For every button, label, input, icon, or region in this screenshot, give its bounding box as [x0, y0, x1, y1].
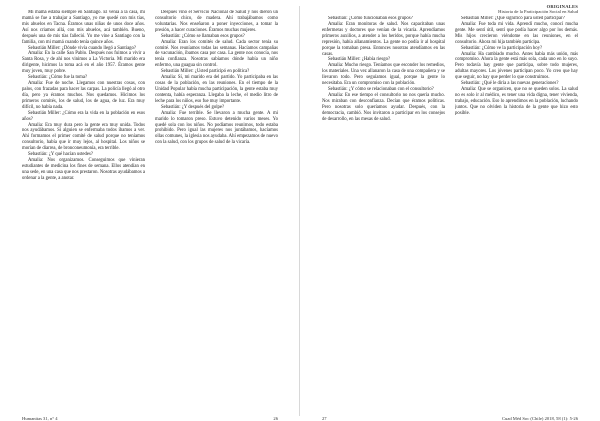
body-paragraph: Sebastián: ¿Y cómo se relacionaban con el consultorio? [328, 87, 434, 93]
body-paragraph: Sebastián: ¿Y qué hacían ustedes? [28, 152, 93, 158]
page-number-left: 26 [273, 416, 278, 421]
section-label: ORIGINALES [546, 4, 578, 9]
body-paragraph: Sebastián: ¿Qué le diría a las nuevas generaciones? [461, 81, 559, 87]
right-column-1 [322, 16, 445, 399]
body-paragraph: Amalia: Nos organizamos. Conseguimos que vinieran estudiantes de medicina los fines de semana. Ellos atendían en una sede, en una casa que nos prestaron. Nosotras ayudábamos a ordenar a la gente, a anotar. [22, 158, 145, 181]
body-paragraph: Mi mamá estaba siempre en Santiago. Él venía a la casa, mi mamá se fue a trabajar a Santiago, yo me quedé con mis tías, mis abuelos en Tacna. Éramos unas niñas de unos doce años. Así nos criamos allá, con mis abuelos, acá también. Bueno, después una de mis tías falleció. Yo me vine a Santiago con la familia, con mi mamá cuando tenía quince años. [22, 10, 145, 45]
body-paragraph: Amalia: Era muy dura pero la gente era muy unida. Todos nos ayudábamos. Si alguien se enfermaba todos íbamos a ver. Ahí formamos el primer comité de salud porque no teníamos consultorio, había que ir muy lejos, al hospital. Los niños se morían de diarrea, de bronconeumonía, era terrible. [22, 122, 145, 152]
body-paragraph: Sebastián Miller: ¿Qué significó para usted participar? [461, 16, 565, 21]
body-paragraph: Sebastián: ¿Cómo se llamaban esos grupos? [161, 33, 245, 39]
body-paragraph: Amalia: Eran los comités de salud. Cada sector tenía su comité. Nos reuníamos todas las semanas. Hacíamos campañas de vacunación, íbamos casa por casa. La gente nos conocía, nos tenía confianza. Nosotras sabíamos dónde había un niño enfermo, una guagua sin control. [155, 39, 278, 69]
body-paragraph: Sebastián: ¿Cómo fue la toma? [28, 75, 88, 81]
body-paragraph: Amalia: Fue toda mi vida. Aprendí mucho, conocí mucha gente. Me sentí útil, sentí que podía hacer algo por los demás. Mis hijos crecieron viéndome en las reuniones, en el consultorio. Ahora mi hija también participa. [455, 21, 578, 45]
body-paragraph: Sebastián Miller: ¿Usted participó en política? [161, 69, 250, 75]
body-paragraph: Amalia: Fue de noche. Llegamos con nuestras cosas, con palos, con frazadas para hacer las carpas. La policía llegó al otro día, pero ya éramos muchos. Nos quedamos. Hicimos los primeros comités, los de salud, los de agua, de luz. Era muy difícil, no había nada. [22, 81, 145, 110]
body-paragraph: Sebastián Miller: ¿Cómo era la vida en la población en esos años? [22, 110, 145, 122]
body-paragraph: Amalia: Mucho riesgo. Teníamos que esconder los remedios, los materiales. Una vez allanaron la casa de una compañera y se llevaron todo. Pero seguíamos igual, porque la gente lo necesitaba. Era un compromiso con la población. [322, 63, 445, 87]
left-column-2 [155, 10, 278, 399]
body-paragraph: Amalia: En la calle San Pablo. Después nos fuimos a vivir a Santa Rosa, y de ahí nos vinimos a La Victoria. Mi marido era dirigente, hicimos la toma acá en el año 1957. Éramos gente muy joven, muy pobre. [22, 51, 145, 75]
right-page [300, 0, 600, 421]
body-paragraph: Sebastián: ¿Cómo ve la participación hoy? [461, 45, 543, 51]
body-paragraph: Sebastián Miller: ¿Dónde vivía cuando llegó a Santiago? [28, 45, 137, 51]
right-page-body [322, 16, 578, 399]
left-page-body [22, 10, 278, 399]
footer-journal-citation-right: Cuad Méd Soc (Chile) 2018, 58 (1): 5-26 [501, 416, 578, 421]
body-paragraph: Después vino el Servicio Nacional de Salud y nos dieron un consultorio chico, de madera. Ahí trabajábamos como voluntarias. Nos enseñaron a poner inyecciones, a tomar la presión, a hacer curaciones. Éramos muchas mujeres. [155, 10, 278, 33]
footer-journal-citation: Humanitas 31, n° 4 [22, 416, 58, 421]
body-paragraph: Amalia: Sí, mi marido era del partido. Yo participaba en las cosas de la población, en las reuniones. En el tiempo de la Unidad Popular había mucha participación, la gente estaba muy contenta, había esperanza. Llegaba la leche, el medio litro de leche para los niños, eso fue muy importante. [155, 75, 278, 104]
body-paragraph: Sebastián Miller: ¿Había riesgo? [328, 57, 391, 63]
right-column-2 [455, 16, 578, 399]
article-running-title: Historia de la Participación Social en Salud [498, 9, 578, 15]
body-paragraph: Sebastián: ¿Cómo funcionaban esos grupos? [328, 16, 413, 21]
body-paragraph: Amalia: Fue terrible. Se llevaron a mucha gente. A mi marido lo tomaron preso. Estuvo detenido varios meses. Yo quedé sola con los niños. No podíamos reunirnos, todo estaba prohibido. Pero igual las mujeres nos juntábamos, hacíamos ollas comunes, la iglesia nos ayudaba. Ahí empezamos de nuevo con la salud, con los grupos de salud de la vicaría. [155, 110, 278, 146]
page-number-right: 27 [322, 416, 327, 421]
running-head [498, 4, 578, 15]
body-paragraph: Sebastián: ¿Y después del golpe? [161, 104, 225, 110]
body-paragraph: Amalia: Eran monitoras de salud. Nos capacitaban unas enfermeras y doctores que venían de la vicaría. Aprendíamos primeros auxilios, a atender a los heridos, porque había mucha represión, había allanamientos. La gente no podía ir al hospital porque la tomaban presa. Entonces nosotras atendíamos en las casas. [322, 21, 445, 57]
body-paragraph: Amalia: En ese tiempo el consultorio no nos quería mucho. Nos miraban con desconfianza. Decían que éramos políticas. Pero nosotras solo queríamos ayudar. Después, con la democracia, cambió. Nos invitaron a participar en los consejos de desarrollo, en las mesas de salud. [322, 92, 445, 122]
body-paragraph: Amalia: Que se organicen, que no se queden solos. La salud no es solo ir al médico, es tener una vida digna, tener vivienda, trabajo, educación. Eso lo aprendimos en la población, luchando juntos. Que no olviden la historia de la gente que hizo esto posible. [455, 87, 578, 116]
left-column-1 [22, 10, 145, 399]
body-paragraph: Amalia: Ha cambiado mucho. Antes había más unión, más compromiso. Ahora la gente está más sola, cada uno en lo suyo. Pero todavía hay gente que participa, sobre todo mujeres, adultas mayores. Los jóvenes participan poco. Yo creo que hay que seguir, no hay que perder lo que construimos. [455, 51, 578, 81]
